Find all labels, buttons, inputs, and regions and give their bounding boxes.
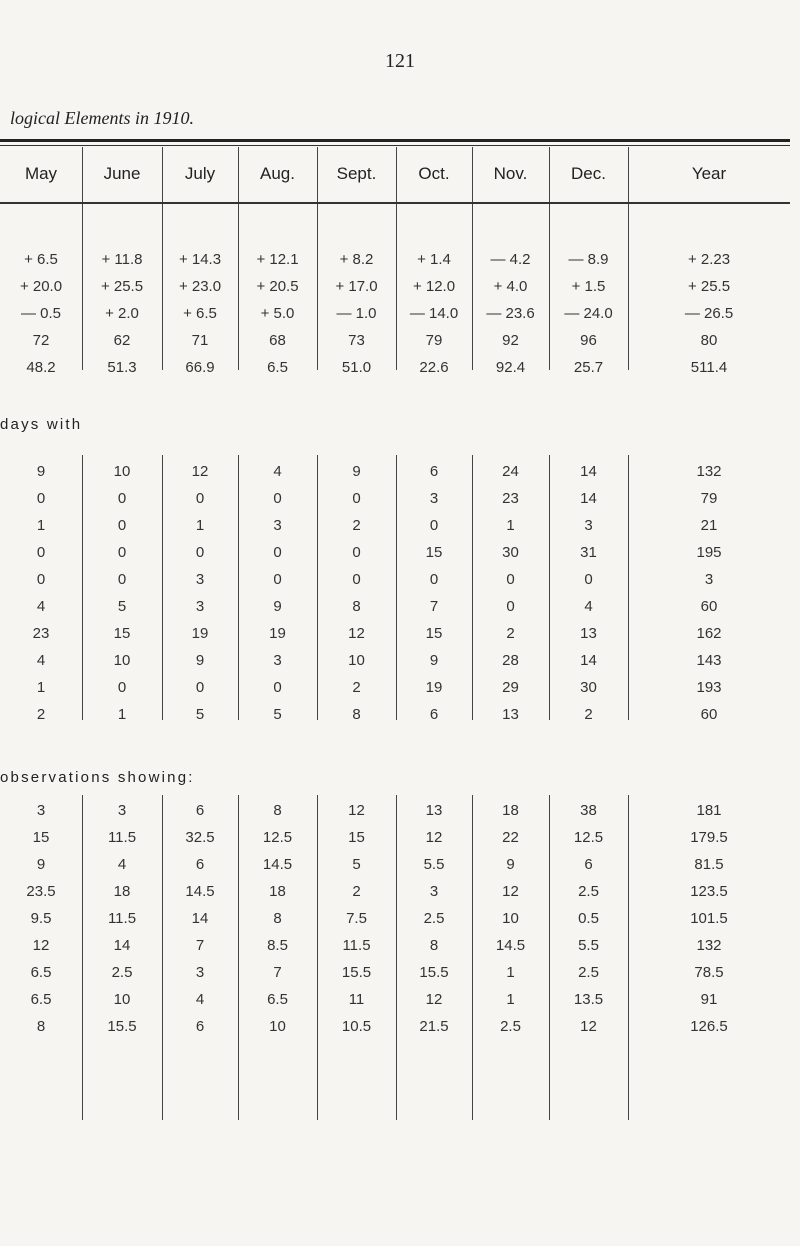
table-cell: 6.5 xyxy=(30,991,52,1008)
page-number: 121 xyxy=(385,50,415,72)
table-row xyxy=(0,327,800,354)
table-cell: 79 xyxy=(700,490,718,507)
table-cell: 3 xyxy=(195,598,205,615)
table-cell: 1 xyxy=(506,517,515,534)
top-rule xyxy=(0,139,790,142)
table-cell: + 23.0 xyxy=(178,278,222,295)
table-cell: 14.5 xyxy=(185,883,215,900)
table-cell: 12 xyxy=(502,883,519,900)
table-cell: — 4.2 xyxy=(490,251,531,268)
table-cell: 143 xyxy=(696,652,722,669)
table-cell: 15 xyxy=(425,625,443,642)
table-cell: 5 xyxy=(273,706,282,723)
table-cell: 3 xyxy=(273,517,282,534)
table-cell: — 14.0 xyxy=(409,305,459,322)
table-cell: 14 xyxy=(113,937,131,954)
col-header-oct: Oct. xyxy=(418,164,450,183)
table-cell: 7.5 xyxy=(346,910,367,927)
table-cell: 4 xyxy=(195,991,205,1008)
table-cell: 3 xyxy=(195,964,205,981)
table-row xyxy=(0,674,800,701)
table-cell: 0.5 xyxy=(578,910,599,927)
table-cell: 81.5 xyxy=(694,856,724,873)
table-row xyxy=(0,824,800,851)
table-cell: 18 xyxy=(502,802,519,819)
table-row xyxy=(0,300,800,327)
table-cell: 3 xyxy=(273,652,282,669)
table-cell: 7 xyxy=(195,937,205,954)
table-cell: 91 xyxy=(700,991,718,1008)
table-cell: 15 xyxy=(425,544,443,561)
table-cell: 126.5 xyxy=(690,1018,728,1035)
table-cell: 9.5 xyxy=(30,910,52,927)
table-row xyxy=(0,986,800,1013)
climate-values-block xyxy=(0,246,800,381)
table-cell: 0 xyxy=(36,490,46,507)
table-cell: 9 xyxy=(352,463,361,480)
section-label-days-with: days with xyxy=(0,416,83,433)
table-cell: 0 xyxy=(273,679,282,696)
table-cell: 1 xyxy=(117,706,127,723)
table-row xyxy=(0,566,800,593)
table-cell: 15.5 xyxy=(341,964,372,981)
table-row xyxy=(0,246,800,273)
table-cell: 4 xyxy=(36,652,46,669)
table-row xyxy=(0,620,800,647)
table-cell: 29 xyxy=(502,679,519,696)
table-cell: + 1.5 xyxy=(571,278,606,295)
section-label-observations: observations showing: xyxy=(0,769,195,786)
table-cell: 0 xyxy=(273,571,282,588)
header-divider xyxy=(628,147,629,202)
table-cell: 2.5 xyxy=(423,910,445,927)
col-header-june: June xyxy=(103,164,141,183)
table-cell: 19 xyxy=(191,625,209,642)
table-cell: 14 xyxy=(191,910,209,927)
table-row xyxy=(0,485,800,512)
table-cell: 0 xyxy=(195,679,205,696)
header-divider xyxy=(162,147,163,202)
table-cell: 9 xyxy=(506,856,515,873)
table-cell: 10.5 xyxy=(341,1018,372,1035)
table-cell: 24 xyxy=(502,463,519,480)
header-divider xyxy=(317,147,318,202)
table-cell: 10 xyxy=(113,463,131,480)
table-cell: 0 xyxy=(36,544,46,561)
table-cell: 5 xyxy=(195,706,205,723)
table-cell: 1 xyxy=(36,679,46,696)
table-cell: 96 xyxy=(580,332,597,349)
observations-block xyxy=(0,797,800,1040)
table-cell: 8 xyxy=(429,937,439,954)
table-cell: 5 xyxy=(117,598,127,615)
table-cell: 0 xyxy=(506,571,515,588)
table-row xyxy=(0,701,800,728)
table-cell: 193 xyxy=(696,679,722,696)
table-cell: 10 xyxy=(113,652,131,669)
table-cell: — 24.0 xyxy=(564,305,613,322)
table-row xyxy=(0,354,800,381)
table-cell: 23.5 xyxy=(26,883,56,900)
table-cell: 51.3 xyxy=(107,359,137,376)
table-cell: 0 xyxy=(273,544,282,561)
table-cell: 3 xyxy=(195,571,205,588)
table-cell: 71 xyxy=(191,332,209,349)
table-cell: 4 xyxy=(273,463,282,480)
table-cell: 51.0 xyxy=(341,359,372,376)
table-cell: 15 xyxy=(113,625,131,642)
table-cell: 6.5 xyxy=(30,964,52,981)
table-cell: 22.6 xyxy=(419,359,449,376)
table-cell: 162 xyxy=(696,625,722,642)
table-cell: 181 xyxy=(696,802,722,819)
table-cell: 11.5 xyxy=(107,910,137,927)
table-cell: 0 xyxy=(36,571,46,588)
table-cell: 101.5 xyxy=(690,910,728,927)
table-cell: 6 xyxy=(584,856,593,873)
table-cell: 18 xyxy=(113,883,131,900)
table-cell: + 12.1 xyxy=(256,251,299,268)
table-row xyxy=(0,905,800,932)
table-cell: 80 xyxy=(700,332,718,349)
table-cell: 9 xyxy=(36,463,46,480)
header-divider xyxy=(472,147,473,202)
table-cell: 123.5 xyxy=(690,883,728,900)
table-cell: 21 xyxy=(700,517,718,534)
table-cell: 7 xyxy=(429,598,439,615)
table-cell: — 1.0 xyxy=(336,305,377,322)
table-cell: 7 xyxy=(273,964,282,981)
table-cell: 1 xyxy=(36,517,46,534)
table-cell: 92 xyxy=(502,332,519,349)
table-cell: + 4.0 xyxy=(493,278,528,295)
table-cell: 14.5 xyxy=(262,856,293,873)
table-cell: 12 xyxy=(425,991,443,1008)
table-cell: 12 xyxy=(32,937,50,954)
table-cell: 0 xyxy=(195,544,205,561)
table-cell: + 20.0 xyxy=(19,278,63,295)
table-cell: — 26.5 xyxy=(684,305,734,322)
table-cell: 8.5 xyxy=(267,937,288,954)
table-cell: 132 xyxy=(696,463,722,480)
table-cell: + 6.5 xyxy=(24,251,58,268)
table-cell: 13 xyxy=(580,625,597,642)
table-cell: 6.5 xyxy=(267,991,288,1008)
table-cell: 1 xyxy=(506,964,515,981)
table-row xyxy=(0,539,800,566)
table-cell: 195 xyxy=(696,544,722,561)
column-header-row xyxy=(0,146,800,202)
table-cell: 18 xyxy=(269,883,286,900)
table-cell: 3 xyxy=(117,802,127,819)
col-header-sept: Sept. xyxy=(336,164,377,183)
table-cell: 3 xyxy=(429,490,439,507)
table-cell: + 1.4 xyxy=(417,251,451,268)
col-header-year: Year xyxy=(691,164,727,183)
table-cell: 92.4 xyxy=(495,359,526,376)
table-cell: 23 xyxy=(32,625,50,642)
table-cell: 13 xyxy=(502,706,519,723)
table-cell: 22 xyxy=(502,829,519,846)
col-header-may: May xyxy=(24,164,58,183)
table-cell: 23 xyxy=(502,490,519,507)
table-cell: 79 xyxy=(425,332,443,349)
table-cell: 0 xyxy=(352,571,361,588)
table-cell: 12 xyxy=(348,802,365,819)
table-row xyxy=(0,851,800,878)
table-cell: + 25.5 xyxy=(100,278,144,295)
table-cell: 15 xyxy=(348,829,365,846)
table-cell: 10 xyxy=(502,910,519,927)
table-cell: 2 xyxy=(584,706,593,723)
running-title: logical Elements in 1910. xyxy=(10,108,194,128)
table-cell: 179.5 xyxy=(690,829,728,846)
table-cell: 1 xyxy=(506,991,515,1008)
table-cell: 12 xyxy=(425,829,443,846)
table-cell: 60 xyxy=(700,598,718,615)
table-cell: 0 xyxy=(429,517,439,534)
table-cell: 10 xyxy=(348,652,365,669)
table-cell: 0 xyxy=(117,679,127,696)
table-cell: 8 xyxy=(352,598,361,615)
table-cell: 0 xyxy=(117,544,127,561)
table-cell: 28 xyxy=(502,652,519,669)
table-cell: + 25.5 xyxy=(687,278,731,295)
table-cell: 60 xyxy=(700,706,718,723)
table-row xyxy=(0,932,800,959)
table-cell: 6 xyxy=(429,706,439,723)
table-cell: 9 xyxy=(195,652,205,669)
table-cell: 0 xyxy=(117,517,127,534)
table-cell: 3 xyxy=(429,883,439,900)
table-cell: 48.2 xyxy=(26,359,56,376)
table-cell: 38 xyxy=(580,802,597,819)
table-cell: — 23.6 xyxy=(486,305,535,322)
table-cell: 4 xyxy=(36,598,46,615)
table-cell: 32.5 xyxy=(185,829,215,846)
table-cell: 132 xyxy=(696,937,722,954)
table-cell: 9 xyxy=(36,856,46,873)
table-cell: 3 xyxy=(584,517,593,534)
table-cell: + 8.2 xyxy=(339,251,374,268)
header-divider xyxy=(396,147,397,202)
table-cell: 12 xyxy=(191,463,209,480)
table-cell: 5.5 xyxy=(423,856,445,873)
days-with-block xyxy=(0,458,800,728)
header-divider xyxy=(82,147,83,202)
table-row xyxy=(0,273,800,300)
table-row xyxy=(0,878,800,905)
table-cell: 0 xyxy=(273,490,282,507)
table-cell: 2 xyxy=(352,883,361,900)
table-cell: + 17.0 xyxy=(335,278,378,295)
table-cell: 5 xyxy=(352,856,361,873)
table-cell: + 12.0 xyxy=(412,278,456,295)
table-cell: 2 xyxy=(352,679,361,696)
table-cell: 13.5 xyxy=(573,991,604,1008)
table-cell: 30 xyxy=(580,679,597,696)
table-cell: 62 xyxy=(113,332,131,349)
table-cell: 0 xyxy=(195,490,205,507)
table-cell: 2.5 xyxy=(578,964,599,981)
table-cell: + 14.3 xyxy=(178,251,222,268)
table-cell: 6 xyxy=(195,802,205,819)
table-cell: + 11.8 xyxy=(101,251,143,268)
table-cell: 12 xyxy=(580,1018,597,1035)
table-cell: 3 xyxy=(36,802,46,819)
table-cell: 15.5 xyxy=(419,964,449,981)
table-cell: 12.5 xyxy=(573,829,604,846)
table-cell: + 6.5 xyxy=(183,305,217,322)
table-row xyxy=(0,458,800,485)
table-cell: 14 xyxy=(580,463,597,480)
header-divider xyxy=(238,147,239,202)
table-cell: 12 xyxy=(348,625,365,642)
table-cell: 0 xyxy=(584,571,593,588)
table-cell: 6.5 xyxy=(267,359,288,376)
table-cell: 0 xyxy=(352,544,361,561)
col-header-nov: Nov. xyxy=(493,164,528,183)
table-cell: 19 xyxy=(425,679,443,696)
table-cell: 68 xyxy=(269,332,286,349)
table-cell: 11.5 xyxy=(107,829,137,846)
table-cell: 2.5 xyxy=(111,964,133,981)
table-cell: 511.4 xyxy=(690,359,728,376)
table-cell: + 20.5 xyxy=(256,278,299,295)
table-cell: 9 xyxy=(273,598,282,615)
table-cell: 2.5 xyxy=(578,883,599,900)
table-cell: 15 xyxy=(32,829,50,846)
table-cell: 72 xyxy=(32,332,50,349)
table-cell: 9 xyxy=(429,652,439,669)
table-cell: 2 xyxy=(36,706,46,723)
table-cell: 1 xyxy=(195,517,205,534)
table-cell: 14.5 xyxy=(495,937,526,954)
table-cell: 13 xyxy=(425,802,443,819)
table-cell: 10 xyxy=(269,1018,286,1035)
table-row xyxy=(0,647,800,674)
table-cell: 0 xyxy=(506,598,515,615)
table-cell: 2.5 xyxy=(500,1018,521,1035)
table-cell: 10 xyxy=(113,991,131,1008)
table-cell: 19 xyxy=(269,625,286,642)
table-cell: 8 xyxy=(36,1018,46,1035)
table-cell: 0 xyxy=(352,490,361,507)
table-cell: + 2.0 xyxy=(105,305,139,322)
table-cell: 6 xyxy=(195,1018,205,1035)
table-row xyxy=(0,959,800,986)
table-cell: — 0.5 xyxy=(20,305,62,322)
table-cell: 66.9 xyxy=(185,359,215,376)
table-cell: 8 xyxy=(352,706,361,723)
table-cell: 8 xyxy=(273,802,282,819)
col-header-dec: Dec. xyxy=(571,164,606,183)
table-cell: 4 xyxy=(117,856,127,873)
table-cell: 15.5 xyxy=(107,1018,137,1035)
table-cell: 0 xyxy=(117,571,127,588)
table-cell: 2 xyxy=(506,625,515,642)
col-header-july: July xyxy=(184,164,216,183)
table-cell: 73 xyxy=(348,332,365,349)
table-cell: 11 xyxy=(348,991,365,1008)
table-cell: 78.5 xyxy=(694,964,724,981)
table-cell: 11.5 xyxy=(342,937,371,954)
table-cell: 6 xyxy=(195,856,205,873)
table-cell: 2 xyxy=(352,517,361,534)
header-divider xyxy=(549,147,550,202)
table-cell: 12.5 xyxy=(262,829,293,846)
table-cell: + 2.23 xyxy=(687,251,731,268)
table-row xyxy=(0,1013,800,1040)
table-cell: 30 xyxy=(502,544,519,561)
table-cell: + 5.0 xyxy=(260,305,295,322)
table-row xyxy=(0,512,800,539)
table-cell: 31 xyxy=(580,544,597,561)
table-row xyxy=(0,797,800,824)
table-cell: — 8.9 xyxy=(568,251,609,268)
table-cell: 6 xyxy=(429,463,439,480)
table-cell: 0 xyxy=(117,490,127,507)
header-rule xyxy=(0,202,790,204)
table-row xyxy=(0,593,800,620)
table-cell: 4 xyxy=(584,598,593,615)
table-cell: 25.7 xyxy=(573,359,604,376)
table-cell: 21.5 xyxy=(419,1018,449,1035)
table-cell: 8 xyxy=(273,910,282,927)
table-cell: 14 xyxy=(580,652,597,669)
col-header-aug: Aug. xyxy=(260,164,295,183)
table-cell: 14 xyxy=(580,490,597,507)
table-cell: 0 xyxy=(429,571,439,588)
table-cell: 3 xyxy=(704,571,714,588)
table-cell: 5.5 xyxy=(578,937,599,954)
